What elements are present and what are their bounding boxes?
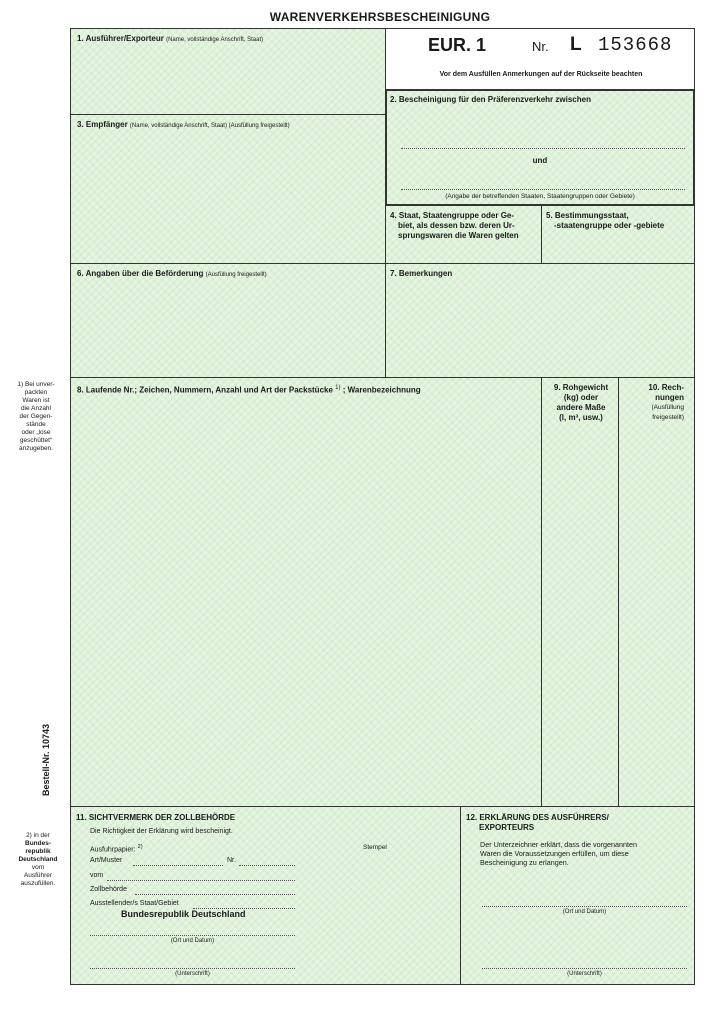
box-11-art-label: Art/Muster xyxy=(90,857,123,864)
box-6-label xyxy=(77,269,267,280)
box-5-destination[interactable] xyxy=(541,205,695,264)
box-6-title: 6. Angaben über die Beförderung xyxy=(77,269,204,278)
box-7-title: 7. Bemerkungen xyxy=(390,269,453,278)
box-2-and: und xyxy=(532,156,548,165)
box-5-line: -staatengruppe oder -gebiete xyxy=(554,221,665,230)
box-11-nr-line xyxy=(239,865,295,866)
footnote-2-line: 2) in der xyxy=(26,832,50,839)
box-12-title: 12. ERKLÄRUNG DES AUSFÜHRERS/ xyxy=(466,813,609,822)
footnote-1-line: anzugeben. xyxy=(19,445,53,452)
footnote-1-line: stände xyxy=(26,421,46,428)
box-11-customs-office-line xyxy=(135,894,295,895)
box-12-place-date-line xyxy=(482,906,687,907)
box-3-label xyxy=(77,120,290,131)
box-2-title: 2. Bescheinigung für den Präferenzverkehr zwischen xyxy=(390,95,591,104)
box-2-line-1 xyxy=(401,148,685,149)
box-9-line: andere Maße xyxy=(556,403,606,412)
box-12-place-date-caption: (Ort und Datum) xyxy=(562,909,607,915)
footnote-2-line: Deutschland xyxy=(18,856,58,863)
box-9-line: 9. Rohgewicht xyxy=(553,383,609,392)
box-11-title: 11. SICHTVERMERK DER ZOLLBEHÖRDE xyxy=(76,813,236,822)
box-11-customs-endorsement[interactable] xyxy=(70,806,461,985)
box-11-confirm: Die Richtigkeit der Erklärung wird bescheinigt. xyxy=(90,828,233,835)
box-2-note: (Angabe der betreffenden Staaten, Staatengruppen oder Gebiete) xyxy=(445,193,635,200)
box-2-preference[interactable] xyxy=(385,89,695,206)
box-11-place-date-caption: (Ort und Datum) xyxy=(170,938,215,944)
box-11-place-date-line xyxy=(90,935,295,936)
box-4-label xyxy=(390,211,519,241)
eur-title: EUR. 1 xyxy=(428,35,487,55)
box-12-signature-caption: (Unterschrift) xyxy=(567,971,602,977)
box-11-signature-line xyxy=(90,968,295,969)
footnote-1-line: die Anzahl xyxy=(21,405,51,412)
eur-number: 153668 xyxy=(598,34,673,56)
box-12-text-line: Bescheinigung zu erlangen. xyxy=(480,858,569,867)
box-11-vom-line xyxy=(107,880,295,881)
box-11-customs-office-label: Zollbehörde xyxy=(90,886,127,893)
box-12-signature-line xyxy=(482,968,687,969)
footnote-2-line: Bundes- xyxy=(25,840,51,847)
box-1-exporter[interactable] xyxy=(70,28,386,115)
box-6-subtitle: (Ausfüllung freigestellt) xyxy=(205,272,267,278)
footnote-2 xyxy=(8,832,68,888)
footnote-2-line: auszufüllen. xyxy=(20,880,56,887)
box-8-label xyxy=(77,383,421,396)
box-1-subtitle: (Name, vollständige Anschrift, Staat) xyxy=(166,37,264,43)
box-11-signature-caption: (Unterschrift) xyxy=(175,971,210,977)
box-8-title: 8. Laufende Nr.; Zeichen, Nummern, Anzahl und Art der Packstücke xyxy=(77,385,333,395)
box-10-line: (Ausfüllung xyxy=(651,404,684,411)
footnote-2-line: Ausführer xyxy=(23,872,53,879)
box-11-export-doc-ref: 2) xyxy=(137,844,143,850)
box-11-export-doc xyxy=(90,843,143,854)
box-4-line: 4. Staat, Staatengruppe oder Ge- xyxy=(390,211,515,220)
box-12-text-line: Der Unterzeichner erklärt, dass die vorgenannten xyxy=(480,840,638,849)
footnote-1 xyxy=(8,381,64,453)
box-12-exporter-declaration[interactable] xyxy=(460,806,695,985)
box-11-art-line xyxy=(133,865,223,866)
box-7-remarks[interactable] xyxy=(385,263,695,378)
box-9-line: (kg) oder xyxy=(563,393,599,402)
eur-header-box xyxy=(385,28,695,90)
box-11-stamp-label: Stempel xyxy=(363,844,387,851)
box-11-issuing-state-label: Ausstellender/s Staat/Gebiet xyxy=(90,900,179,907)
footnote-1-line: Waren ist xyxy=(22,397,50,404)
box-11-nr-label: Nr. xyxy=(227,857,236,864)
box-3-title: 3. Empfänger xyxy=(77,120,128,129)
box-2-line-2 xyxy=(401,189,685,190)
box-1-title: 1. Ausführer/Exporteur xyxy=(77,34,164,43)
box-1-label xyxy=(77,34,263,45)
box-4-line: biet, als dessen bzw. deren Ur- xyxy=(398,221,515,230)
footnote-1-line: geschüttet“ xyxy=(19,437,53,444)
footnote-1-line: 1) Bei unver- xyxy=(17,381,55,388)
footnote-1-line: der Gegen- xyxy=(19,413,53,420)
footnote-2-line: vom xyxy=(31,864,45,871)
box-10-line: nungen xyxy=(655,393,684,402)
box-10-line: freigestellt) xyxy=(652,414,684,421)
box-12-text xyxy=(480,840,690,867)
box-12-title-2: EXPORTEURS xyxy=(479,823,535,832)
box-11-export-doc-label: Ausfuhrpapier: xyxy=(90,846,136,854)
footnote-2-line: republik xyxy=(25,848,51,855)
box-10-invoices[interactable] xyxy=(618,377,695,807)
eur-nr-label: Nr. xyxy=(532,39,549,54)
box-8-footnote-ref: 1) xyxy=(335,385,341,391)
box-5-label xyxy=(546,211,664,231)
box-10-line: 10. Rech- xyxy=(648,383,684,392)
box-12-label xyxy=(466,813,609,833)
box-9-line: (l, m³, usw.) xyxy=(559,413,603,422)
box-12-text-line: Waren die Voraussetzungen erfüllen, um diese xyxy=(480,849,629,858)
box-9-weight[interactable] xyxy=(541,377,619,807)
eur-series: L xyxy=(570,34,582,55)
box-5-line: 5. Bestimmungsstaat, xyxy=(546,211,629,220)
order-number: Bestell-Nr. 10743 xyxy=(41,723,51,797)
box-3-subtitle: (Name, vollständige Anschrift, Staat) (Ausfüllung freigestellt) xyxy=(129,123,290,129)
box-4-origin[interactable] xyxy=(385,205,542,264)
footnote-1-line: packten xyxy=(24,389,48,396)
box-4-line: sprungswaren die Waren gelten xyxy=(398,231,519,240)
box-10-label xyxy=(622,383,684,423)
eur-note: Vor dem Ausfüllen Anmerkungen auf der Rückseite beachten xyxy=(439,71,643,78)
box-11-issuing-state-value: Bundesrepublik Deutschland xyxy=(121,909,246,919)
box-3-consignee[interactable] xyxy=(70,114,386,264)
form-title: WARENVERKEHRSBESCHEINIGUNG xyxy=(269,10,491,24)
box-9-label xyxy=(545,383,617,423)
box-11-vom-label: vom xyxy=(90,872,104,879)
box-6-transport[interactable] xyxy=(70,263,386,378)
box-8-goods[interactable] xyxy=(70,377,542,807)
box-8-title-rest: ; Warenbezeichnung xyxy=(342,385,421,395)
footnote-1-line: oder „lose xyxy=(21,429,51,436)
